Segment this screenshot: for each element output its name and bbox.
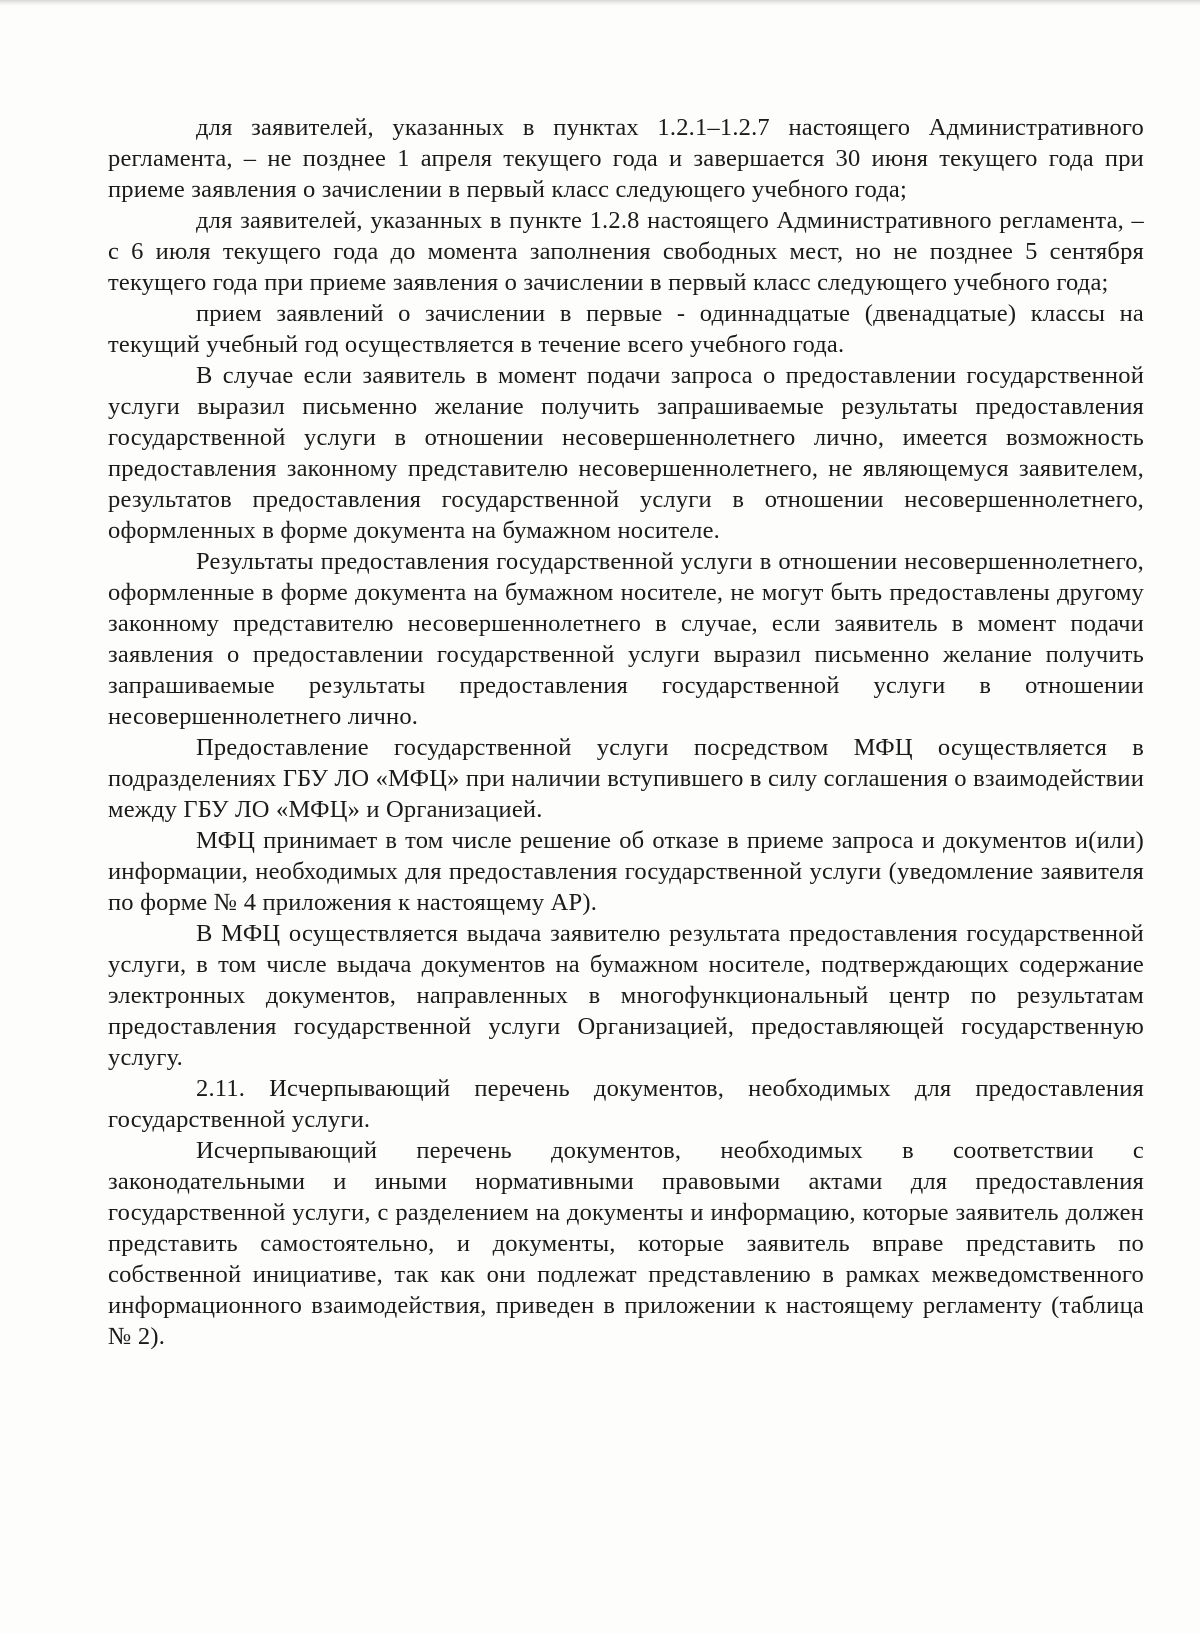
paragraph-current-year-admission: прием заявлений о зачислении в первые - одиннадцатые (двенадцатые) классы на текущий учебный год осуществляется в течение всего учебного года. <box>108 300 1144 358</box>
paragraph-applicants-1-2-8: для заявителей, указанных в пункте 1.2.8 настоящего Административного регламента, – с 6 июля текущего года до момента заполнения свободных мест, но не позднее 5 сентября текущего года при приеме заявления о зачислении в первый класс следующего учебного года; <box>108 207 1144 296</box>
paragraph-mfc-issuance: В МФЦ осуществляется выдача заявителю результата предоставления государственной услуги, в том числе выдача документов на бумажном носителе, подтверждающих содержание электронных документов, направленных в многофункциональный центр по результатам предоставления государственной услуги Организацией, предоставляющей государственную услугу. <box>108 920 1144 1071</box>
document-body <box>108 112 1144 1352</box>
paragraph-results-to-legal-representative: В случае если заявитель в момент подачи запроса о предоставлении государственной услуги выразил письменно желание получить запрашиваемые результаты предоставления государственной услуги в отношении несовершеннолетнего лично, имеется возможность предоставления законному представителю несовершеннолетнего, не являющемуся заявителем, результатов предоставления государственной услуги в отношении несовершеннолетнего, оформленных в форме документа на бумажном носителе. <box>108 362 1144 544</box>
paragraph-document-list: Исчерпывающий перечень документов, необходимых в соответствии с законодательными и иными нормативными правовыми актами для предоставления государственной услуги, с разделением на документы и информацию, которые заявитель должен представить самостоятельно, и документы, которые заявитель вправе представить по собственной инициативе, так как они подлежат представлению в рамках межведомственного информационного взаимодействия, приведен в приложении к настоящему регламенту (таблица № 2). <box>108 1137 1144 1350</box>
section-heading-2-11: 2.11. Исчерпывающий перечень документов, необходимых для предоставления государственной услуги. <box>108 1075 1144 1133</box>
paragraph-mfc-provision: Предоставление государственной услуги посредством МФЦ осуществляется в подразделениях ГБУ ЛО «МФЦ» при наличии вступившего в силу соглашения о взаимодействии между ГБУ ЛО «МФЦ» и Организацией. <box>108 734 1144 823</box>
scan-edge-shadow <box>0 0 1200 6</box>
paragraph-mfc-refusal: МФЦ принимает в том числе решение об отказе в приеме запроса и документов и(или) информации, необходимых для предоставления государственной услуги (уведомление заявителя по форме № 4 приложения к настоящему АР). <box>108 827 1144 916</box>
paragraph-results-not-provided: Результаты предоставления государственной услуги в отношении несовершеннолетнего, оформленные в форме документа на бумажном носителе, не могут быть предоставлены другому законному представителю несовершеннолетнего в случае, если заявитель в момент подачи заявления о предоставлении государственной услуги выразил письменно желание получить запрашиваемые результаты предоставления государственной услуги в отношении несовершеннолетнего лично. <box>108 548 1144 730</box>
paragraph-applicants-1-2-1-to-1-2-7: для заявителей, указанных в пунктах 1.2.1–1.2.7 настоящего Административного регламента, – не позднее 1 апреля текущего года и завершается 30 июня текущего года при приеме заявления о зачислении в первый класс следующего учебного года; <box>108 114 1144 203</box>
